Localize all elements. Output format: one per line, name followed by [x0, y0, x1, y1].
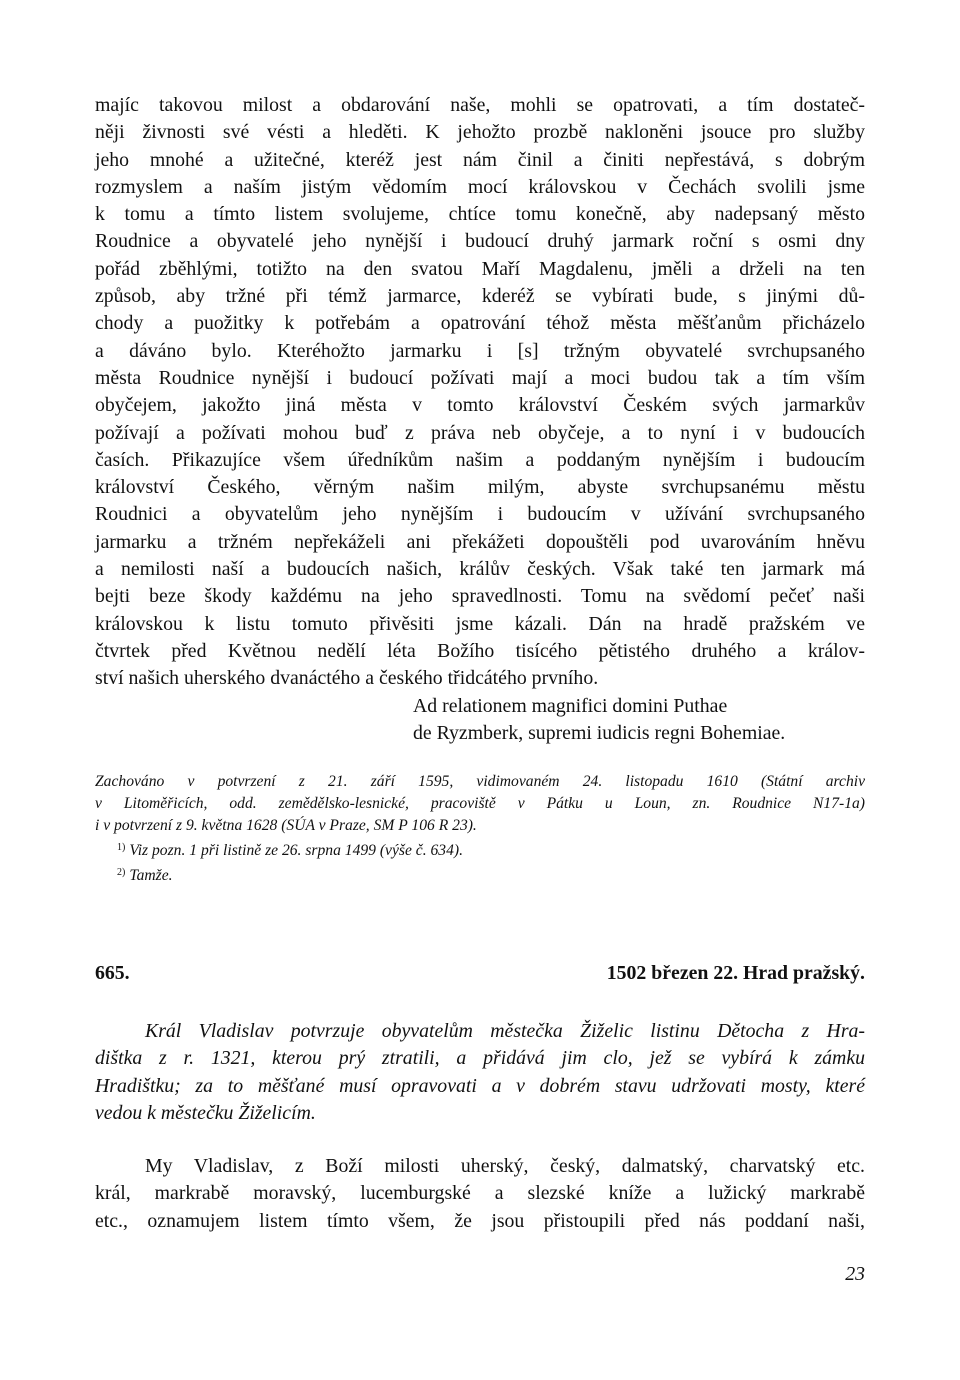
footnote-text: Tamže.: [129, 867, 173, 885]
text-line: Roudnice a obyvatelé jeho nynější i budoucí druhý jarmark roční s osmi dny: [95, 230, 865, 253]
footnote-text: Viz pozn. 1 při listině ze 26. srpna 1499 (výše č. 634).: [129, 842, 463, 860]
entry-heading: [95, 961, 865, 985]
footnote-mark: 2): [117, 867, 126, 879]
text-line: něji živnosti své vésti a hleděti. K jehožto prozbě nakloněni jsouce pro služby: [95, 121, 865, 144]
document-page: [95, 92, 865, 887]
preservation-note-line: i v potvrzení z 9. května 1628 (SÚA v Praze, SM P 106 R 23).: [95, 817, 477, 835]
text-line: My Vladislav, z Boží milosti uherský, český, dalmatský, charvatský etc.: [145, 1155, 865, 1177]
preservation-note-line: v Litoměřicích, odd. zemědělsko-lesnické, pracoviště v Pátku u Loun, zn. Roudnice N17-1a): [95, 795, 865, 813]
preservation-note-line: Zachováno v potvrzení z 21. září 1595, vidimovaném 24. listopadu 1610 (Státní archiv: [95, 773, 865, 791]
text-line: časích. Přikazujíce všem úředníkům našim a poddaným nynějším i budoucím: [95, 448, 865, 471]
charter-text: [95, 1153, 865, 1235]
signature-line: de Ryzmberk, supremi iudicis regni Bohemiae.: [413, 721, 786, 744]
text-line: etc., oznamujem listem tímto všem, že jsou přistoupili před nás poddaní naši,: [95, 1209, 865, 1232]
text-line: způsob, aby tržné při témž jarmarce, kderéž se vybírati bude, s jinými dů-: [95, 285, 865, 308]
entry-number: 665.: [95, 962, 130, 984]
text-line: požívají a požívati mohou buď z práva neb obyčeje, a to nyní i v budoucích: [95, 421, 865, 444]
regest-line: dištka z r. 1321, kterou prý ztratili, a přidává jim clo, jež se vybírá k zámku: [95, 1047, 865, 1070]
text-line: bejti beze škody každému na jeho spravedlnosti. Tomu na svědomí pečeť naši: [95, 585, 865, 608]
signature-block: [413, 693, 865, 748]
regest-summary: [95, 1018, 865, 1127]
archival-notes: [95, 771, 865, 887]
regest-line: Král Vladislav potvrzuje obyvatelům městečka Žiželic listinu Dětocha z Hra-: [145, 1020, 865, 1042]
text-line: jeho mnohé a užitečné, kteréž jest nám činil a činiti nepřestává, s dobrým: [95, 148, 865, 171]
text-line: královskou k listu tomuto přivěsiti jsme kázali. Dán na hradě pražském ve: [95, 612, 865, 635]
regest-line: Hradištku; za to měšťané musí opravovati a v dobrém stavu udržovati mosty, které: [95, 1074, 865, 1097]
text-line: rozmyslem a naším jistým vědomím mocí královskou v Čechách svolili jsme: [95, 175, 865, 198]
footnote: [95, 862, 865, 887]
text-line: Roudnici a obyvatelům jeho nynějším i budoucím v užívání svrchupsaného: [95, 503, 865, 526]
text-line: čtvrtek před Květnou nedělí léta Božího tisícého pětistého druhého a králov-: [95, 639, 865, 662]
text-line: království Českého, věrným našim milým, abyste svrchupsanému městu: [95, 476, 865, 499]
text-line: král, markrabě moravský, lucemburgské a slezské kníže a lužický markrabě: [95, 1182, 865, 1205]
entry-date: 1502 březen 22. Hrad pražský.: [606, 962, 865, 984]
text-line: a nemilosti naší a budoucích našich, králův českých. Však také ten jarmark má: [95, 558, 865, 581]
text-line: majíc takovou milost a obdarování naše, mohli se opatrovati, a tím dostateč-: [95, 94, 865, 116]
text-line: ství našich uherského dvanáctého a českého třidcátého prvního.: [95, 667, 599, 690]
signature-line: Ad relationem magnifici domini Puthae: [413, 694, 728, 717]
text-line: chody a puožitky k potřebám a opatrování téhož města měšťanům přicházelo: [95, 312, 865, 335]
text-line: obyčejem, jakožto jiná města v tomto království Českém svých jarmarkův: [95, 394, 865, 417]
text-line: k tomu a tímto listem svolujeme, chtíce tomu konečně, aby nadepsaný město: [95, 203, 865, 226]
main-text: [95, 92, 865, 693]
footnote-mark: 1): [117, 842, 126, 854]
text-line: jarmarku a tržném nepřekáželi ani překážeti dopouštěli pod uvarováním hněvu: [95, 530, 865, 553]
text-line: a dáváno bylo. Kteréhožto jarmarku i [s] tržným obyvatelé svrchupsaného: [95, 339, 865, 362]
text-line: města Roudnice nynější i budoucí požívati mají a moci budou tak a tím vším: [95, 366, 865, 389]
footnote: [95, 837, 865, 862]
text-line: pořád zběhlými, totižto na den svatou Maří Magdalenu, jměli a drželi na ten: [95, 257, 865, 280]
page-number: 23: [845, 1263, 865, 1285]
regest-line: vedou k městečku Žiželicím.: [95, 1101, 316, 1124]
